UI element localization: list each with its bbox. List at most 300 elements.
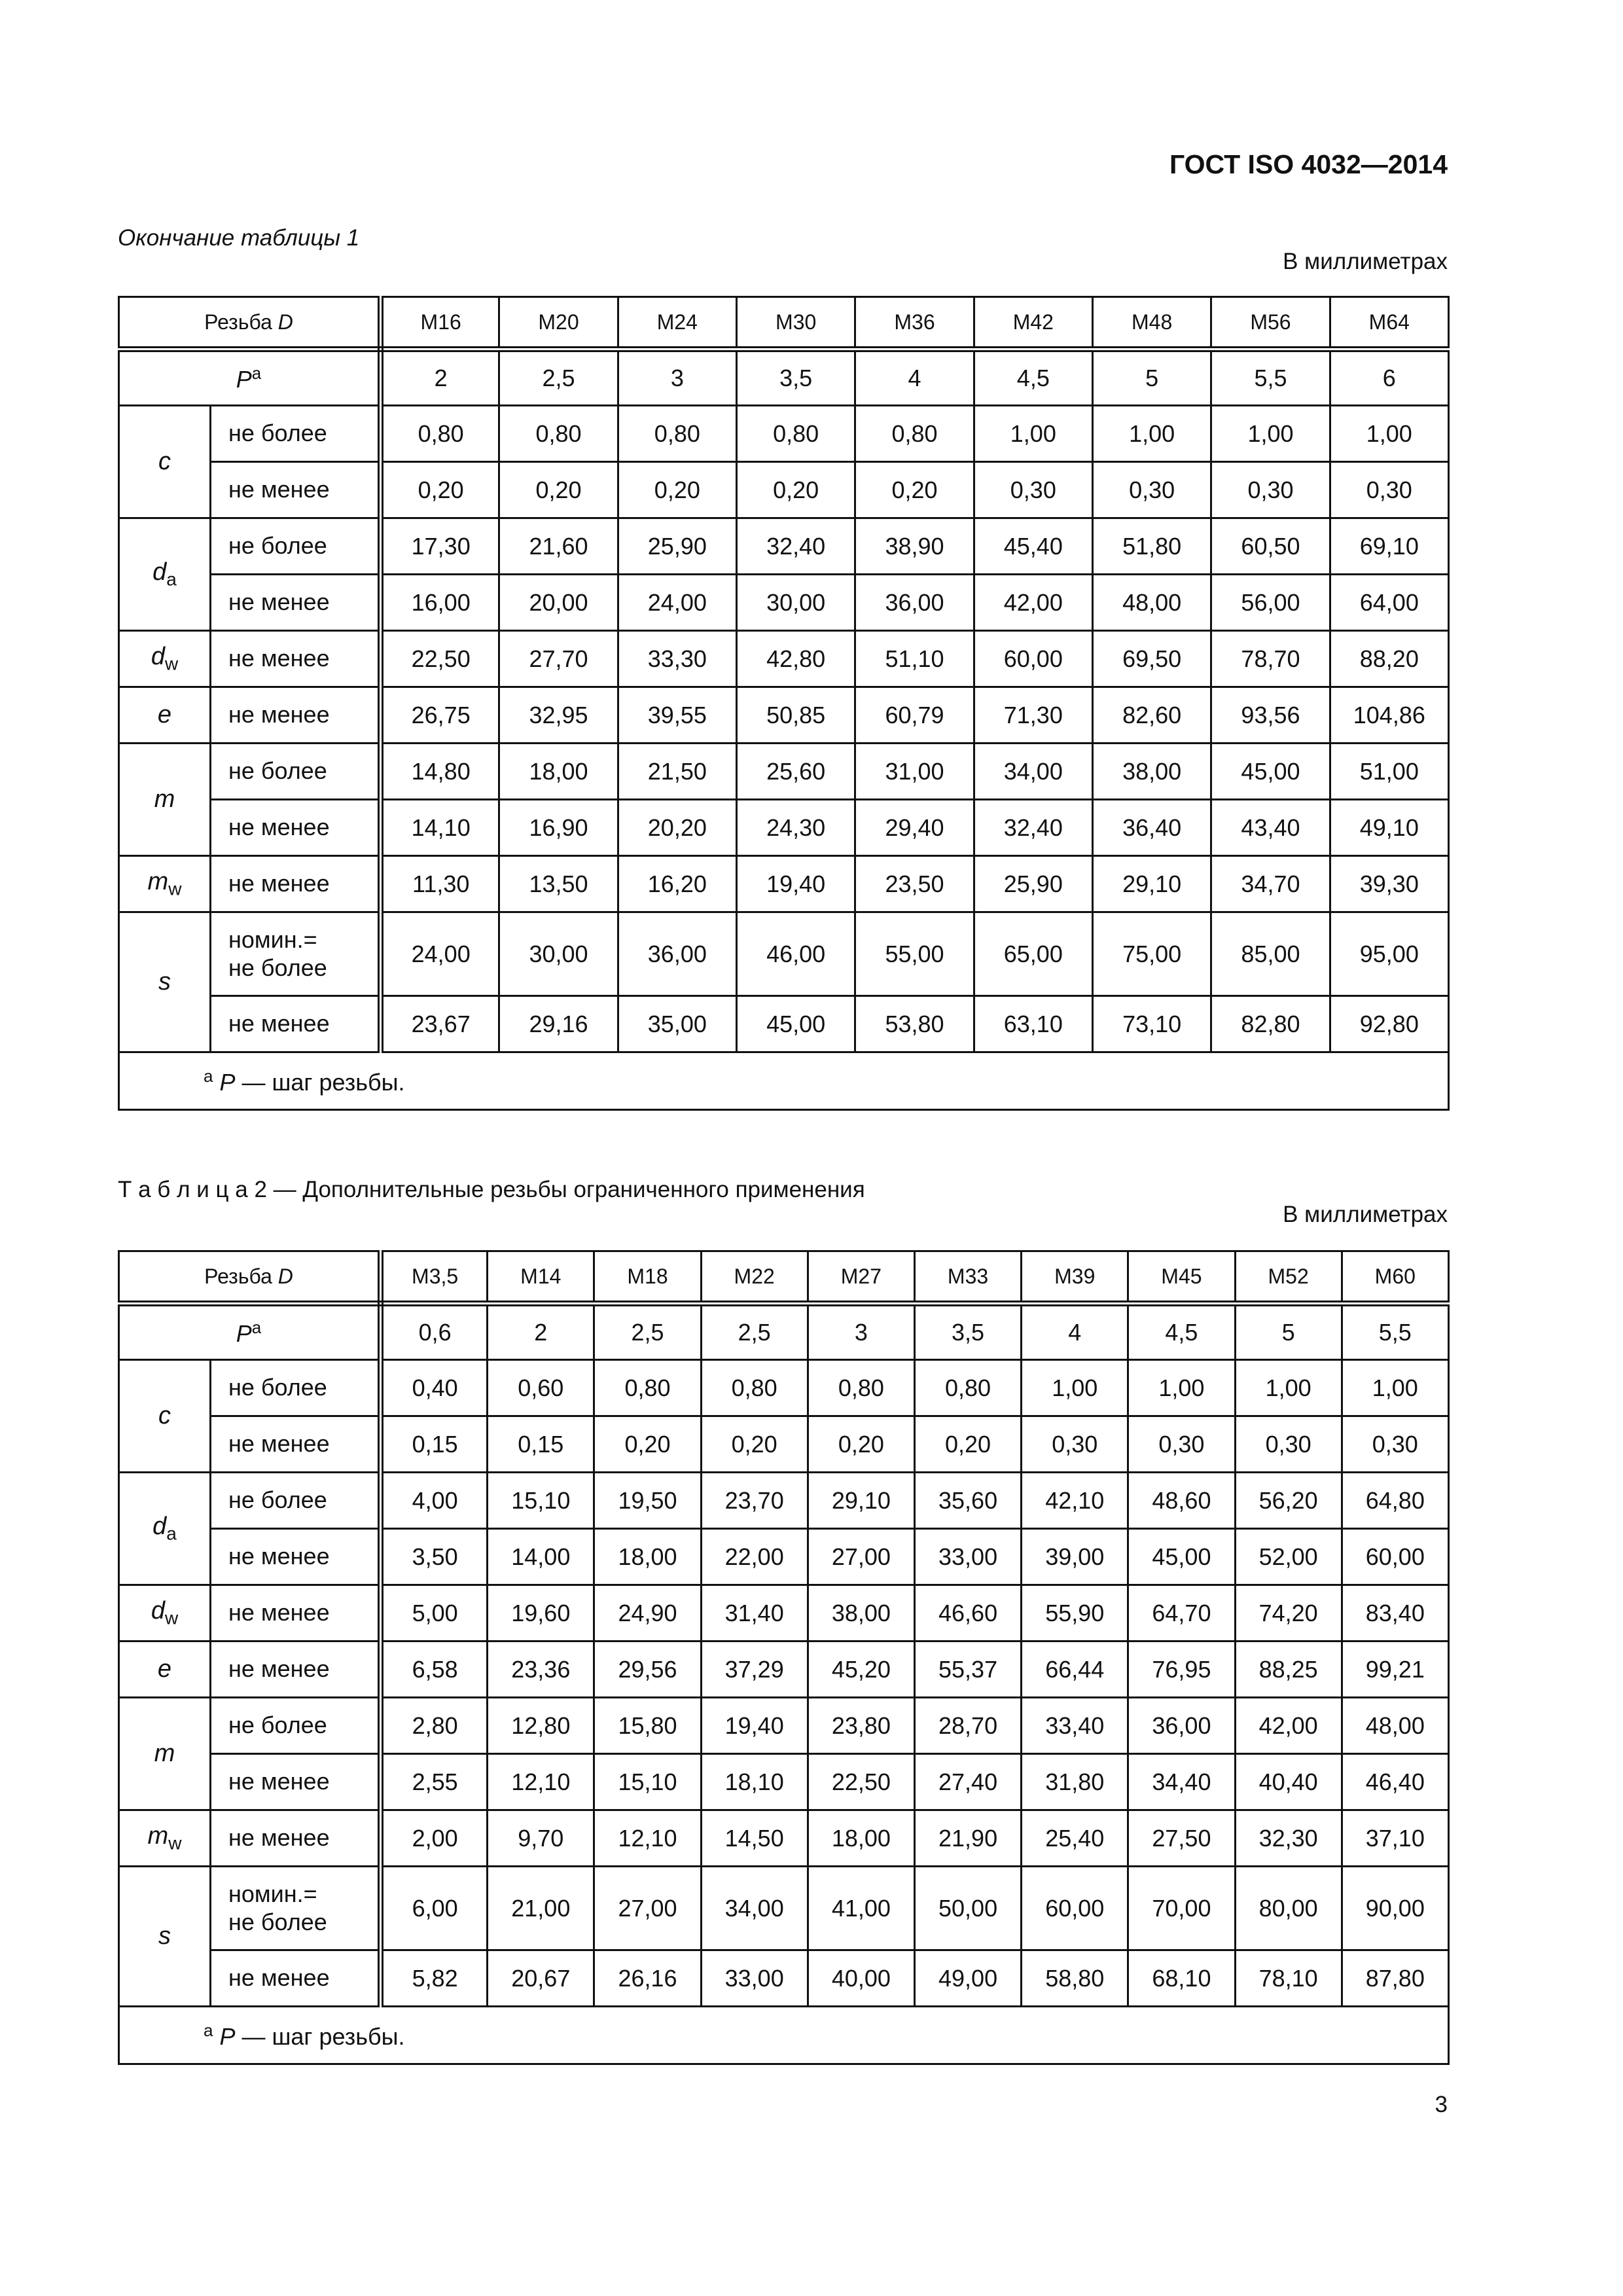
thread-size: M3,5 [381, 1251, 488, 1304]
thread-header-row [119, 1251, 1449, 1304]
table-cell: 48,60 [1128, 1473, 1235, 1529]
limit-qualifier: не менее [211, 856, 381, 912]
parameter-symbol [119, 1698, 211, 1810]
table-cell: 93,56 [1211, 687, 1330, 744]
limit-qualifier: не более [211, 1698, 381, 1754]
pitch-value: 3,5 [737, 350, 855, 406]
table-cell: 1,00 [1342, 1360, 1448, 1416]
footnote-text: — шаг резьбы. [235, 2022, 405, 2050]
limit-qualifier: не менее [211, 631, 381, 687]
symbol-letter: d [151, 1597, 165, 1625]
table-cell: 37,10 [1342, 1810, 1448, 1867]
pitch-value: 4,5 [1128, 1304, 1235, 1360]
limit-qualifier: не более [211, 744, 381, 800]
table-cell: 33,00 [914, 1529, 1021, 1585]
table-cell: 1,00 [974, 406, 1092, 462]
table-cell: 0,20 [855, 462, 974, 518]
symbol-letter: s [158, 968, 171, 996]
table-cell: 15,10 [488, 1473, 594, 1529]
table-cell: 46,40 [1342, 1754, 1448, 1810]
table-cell: 29,16 [499, 996, 618, 1052]
limit-qualifier: не менее [211, 1641, 381, 1698]
table-cell: 36,00 [1128, 1698, 1235, 1754]
symbol-letter: c [158, 448, 171, 475]
limit-qualifier: номин.= не более [211, 912, 381, 996]
table-cell: 46,60 [914, 1585, 1021, 1641]
table-cell: 0,80 [737, 406, 855, 462]
table-cell: 1,00 [1330, 406, 1448, 462]
table-cell: 104,86 [1330, 687, 1448, 744]
pitch-value: 2,5 [701, 1304, 808, 1360]
table-cell: 88,25 [1235, 1641, 1342, 1698]
table2-units: В миллиметрах [1283, 1202, 1448, 1227]
pitch-row [119, 350, 1449, 406]
table-cell: 0,30 [1330, 462, 1448, 518]
table1-caption: Окончание таблицы 1 [118, 225, 360, 251]
table-cell: 21,00 [488, 1867, 594, 1950]
symbol-subscript: a [166, 1523, 177, 1544]
table-cell: 29,56 [594, 1641, 701, 1698]
table-cell: 0,30 [1211, 462, 1330, 518]
table-row [119, 687, 1449, 744]
table-cell: 42,80 [737, 631, 855, 687]
table-cell: 32,40 [974, 800, 1092, 856]
table-cell: 24,00 [618, 575, 736, 631]
limit-qualifier: не менее [211, 1810, 381, 1867]
table-cell: 33,40 [1022, 1698, 1128, 1754]
thread-size: M42 [974, 297, 1092, 350]
limit-qualifier: не более [211, 1473, 381, 1529]
parameter-symbol [119, 631, 211, 687]
table-row [119, 996, 1449, 1052]
pitch-value: 3 [618, 350, 736, 406]
table-cell: 53,80 [855, 996, 974, 1052]
table-cell: 32,30 [1235, 1810, 1342, 1867]
table2-caption: Т а б л и ц а 2 — Дополнительные резьбы ограниченного применения [118, 1177, 865, 1202]
pitch-symbol: P [236, 366, 252, 393]
limit-qualifier: номин.= не более [211, 1867, 381, 1950]
limit-qualifier: не менее [211, 996, 381, 1052]
thread-size: M60 [1342, 1251, 1448, 1304]
table-cell: 0,20 [808, 1416, 914, 1473]
table-row [119, 1529, 1449, 1585]
table-cell: 75,00 [1092, 912, 1211, 996]
thread-size: M16 [381, 297, 499, 350]
table-cell: 70,00 [1128, 1867, 1235, 1950]
table-row [119, 800, 1449, 856]
table-cell: 15,80 [594, 1698, 701, 1754]
footnote-row [119, 2007, 1449, 2064]
table-cell: 60,00 [1022, 1867, 1128, 1950]
pitch-value: 0,6 [381, 1304, 488, 1360]
table-cell: 60,79 [855, 687, 974, 744]
page-number: 3 [1435, 2092, 1448, 2117]
table-cell: 20,67 [488, 1950, 594, 2007]
table-cell: 0,30 [1128, 1416, 1235, 1473]
document-id: ГОСТ ISO 4032—2014 [1169, 149, 1448, 179]
pitch-value: 2,5 [594, 1304, 701, 1360]
thread-size: M14 [488, 1251, 594, 1304]
table-cell: 0,80 [701, 1360, 808, 1416]
table-row [119, 856, 1449, 912]
table-cell: 51,80 [1092, 518, 1211, 575]
table-cell: 0,30 [1342, 1416, 1448, 1473]
pitch-label [119, 350, 381, 406]
table-cell: 1,00 [1235, 1360, 1342, 1416]
table-cell: 18,00 [808, 1810, 914, 1867]
thread-size: M48 [1092, 297, 1211, 350]
table-cell: 31,80 [1022, 1754, 1128, 1810]
table-cell: 41,00 [808, 1867, 914, 1950]
pitch-footnote-mark: a [251, 1318, 262, 1337]
table-cell: 52,00 [1235, 1529, 1342, 1585]
table-cell: 18,00 [499, 744, 618, 800]
table-cell: 0,20 [618, 462, 736, 518]
table-cell: 19,60 [488, 1585, 594, 1641]
table-cell: 0,20 [594, 1416, 701, 1473]
table-cell: 45,00 [1128, 1529, 1235, 1585]
thread-size: M45 [1128, 1251, 1235, 1304]
table-cell: 33,00 [701, 1950, 808, 2007]
limit-qualifier: не более [211, 406, 381, 462]
table-cell: 9,70 [488, 1810, 594, 1867]
table-cell: 68,10 [1128, 1950, 1235, 2007]
table-cell: 39,30 [1330, 856, 1448, 912]
table-cell: 0,30 [1092, 462, 1211, 518]
table-cell: 23,80 [808, 1698, 914, 1754]
table-row [119, 1641, 1449, 1698]
thread-size: M27 [808, 1251, 914, 1304]
table-cell: 64,70 [1128, 1585, 1235, 1641]
table-cell: 26,75 [381, 687, 499, 744]
table1-units: В миллиметрах [1283, 249, 1448, 274]
table-cell: 6,00 [381, 1867, 488, 1950]
table-cell: 39,55 [618, 687, 736, 744]
table-cell: 19,50 [594, 1473, 701, 1529]
table-cell: 27,50 [1128, 1810, 1235, 1867]
table-cell: 21,90 [914, 1810, 1021, 1867]
thread-size: M56 [1211, 297, 1330, 350]
symbol-letter: d [151, 643, 165, 671]
parameter-symbol [119, 1473, 211, 1585]
thread-header-label [119, 297, 381, 350]
table-cell: 37,29 [701, 1641, 808, 1698]
table-cell: 65,00 [974, 912, 1092, 996]
table-cell: 14,80 [381, 744, 499, 800]
table-cell: 0,20 [737, 462, 855, 518]
table-cell: 31,00 [855, 744, 974, 800]
table-row [119, 912, 1449, 996]
table-cell: 5,82 [381, 1950, 488, 2007]
table-cell: 0,15 [488, 1416, 594, 1473]
table-cell: 99,21 [1342, 1641, 1448, 1698]
table-cell: 36,00 [855, 575, 974, 631]
limit-qualifier: не менее [211, 1416, 381, 1473]
table-cell: 82,60 [1092, 687, 1211, 744]
table-cell: 55,90 [1022, 1585, 1128, 1641]
table-cell: 0,30 [1235, 1416, 1342, 1473]
table-row [119, 1360, 1449, 1416]
pitch-value: 2 [381, 350, 499, 406]
table-cell: 11,30 [381, 856, 499, 912]
table-cell: 23,70 [701, 1473, 808, 1529]
table-cell: 36,00 [618, 912, 736, 996]
thread-size: M52 [1235, 1251, 1342, 1304]
table-cell: 20,20 [618, 800, 736, 856]
table-cell: 60,50 [1211, 518, 1330, 575]
symbol-letter: m [154, 785, 175, 813]
table-cell: 22,50 [808, 1754, 914, 1810]
pitch-label [119, 1304, 381, 1360]
thread-size: M20 [499, 297, 618, 350]
limit-qualifier: не менее [211, 800, 381, 856]
table-cell: 45,00 [737, 996, 855, 1052]
parameter-symbol [119, 856, 211, 912]
table-cell: 90,00 [1342, 1867, 1448, 1950]
table-cell: 55,00 [855, 912, 974, 996]
table-cell: 14,00 [488, 1529, 594, 1585]
table-cell: 14,10 [381, 800, 499, 856]
table-cell: 19,40 [701, 1698, 808, 1754]
table-cell: 19,40 [737, 856, 855, 912]
symbol-letter: e [157, 701, 172, 728]
table-cell: 0,20 [499, 462, 618, 518]
table-cell: 46,00 [737, 912, 855, 996]
symbol-letter: m [147, 868, 169, 896]
limit-qualifier: не менее [211, 1950, 381, 2007]
table-cell: 76,95 [1128, 1641, 1235, 1698]
table-cell: 0,60 [488, 1360, 594, 1416]
footnote-symbol: P [219, 2022, 236, 2050]
pitch-value: 4 [1022, 1304, 1128, 1360]
table-cell: 0,80 [499, 406, 618, 462]
table-cell: 1,00 [1022, 1360, 1128, 1416]
table-cell: 16,90 [499, 800, 618, 856]
table-cell: 42,00 [1235, 1698, 1342, 1754]
table-cell: 55,37 [914, 1641, 1021, 1698]
table-cell: 23,67 [381, 996, 499, 1052]
table-cell: 25,60 [737, 744, 855, 800]
table-cell: 22,00 [701, 1529, 808, 1585]
symbol-letter: c [158, 1402, 171, 1429]
table-cell: 45,00 [1211, 744, 1330, 800]
table-cell: 32,40 [737, 518, 855, 575]
table-cell: 0,80 [808, 1360, 914, 1416]
table-cell: 49,10 [1330, 800, 1448, 856]
thread-size: M24 [618, 297, 736, 350]
thread-size: M39 [1022, 1251, 1128, 1304]
table-cell: 2,55 [381, 1754, 488, 1810]
table-cell: 18,00 [594, 1529, 701, 1585]
table-row [119, 1867, 1449, 1950]
table-cell: 69,50 [1092, 631, 1211, 687]
limit-qualifier: не менее [211, 462, 381, 518]
table-cell: 34,70 [1211, 856, 1330, 912]
thread-size: M30 [737, 297, 855, 350]
table-cell: 34,00 [974, 744, 1092, 800]
table-cell: 15,10 [594, 1754, 701, 1810]
table-cell: 3,50 [381, 1529, 488, 1585]
table-cell: 85,00 [1211, 912, 1330, 996]
symbol-letter: d [152, 1513, 167, 1541]
table-cell: 23,36 [488, 1641, 594, 1698]
table-cell: 0,20 [701, 1416, 808, 1473]
thread-symbol: D [277, 310, 293, 334]
table-row [119, 1754, 1449, 1810]
table-cell: 38,00 [808, 1585, 914, 1641]
thread-size: M36 [855, 297, 974, 350]
table-cell: 48,00 [1092, 575, 1211, 631]
table-cell: 43,40 [1211, 800, 1330, 856]
table-cell: 24,90 [594, 1585, 701, 1641]
table-cell: 30,00 [737, 575, 855, 631]
footnote-mark: a [204, 1066, 213, 1086]
table-cell: 0,80 [914, 1360, 1021, 1416]
table-cell: 40,00 [808, 1950, 914, 2007]
table-cell: 31,40 [701, 1585, 808, 1641]
table-cell: 1,00 [1128, 1360, 1235, 1416]
thread-size: M22 [701, 1251, 808, 1304]
table-cell: 38,90 [855, 518, 974, 575]
table-row [119, 1810, 1449, 1867]
table-cell: 25,40 [1022, 1810, 1128, 1867]
table-cell: 35,00 [618, 996, 736, 1052]
pitch-value: 4 [855, 350, 974, 406]
table-cell: 73,10 [1092, 996, 1211, 1052]
table-cell: 0,30 [1022, 1416, 1128, 1473]
symbol-subscript: w [164, 1607, 179, 1628]
table-cell: 26,16 [594, 1950, 701, 2007]
table-cell: 63,10 [974, 996, 1092, 1052]
symbol-letter: m [154, 1740, 175, 1767]
pitch-value: 3,5 [914, 1304, 1021, 1360]
table-cell: 64,00 [1330, 575, 1448, 631]
footnote-symbol: P [219, 1068, 236, 1096]
table-cell: 12,80 [488, 1698, 594, 1754]
table-cell: 27,70 [499, 631, 618, 687]
pitch-value: 5 [1235, 1304, 1342, 1360]
table-cell: 56,00 [1211, 575, 1330, 631]
table-cell: 25,90 [618, 518, 736, 575]
table-cell: 35,60 [914, 1473, 1021, 1529]
table-cell: 0,80 [594, 1360, 701, 1416]
table-cell: 66,44 [1022, 1641, 1128, 1698]
footnote [119, 2007, 1449, 2064]
pitch-value: 3 [808, 1304, 914, 1360]
table-cell: 49,00 [914, 1950, 1021, 2007]
parameter-symbol [119, 687, 211, 744]
footnote-row [119, 1052, 1449, 1110]
thread-size: M18 [594, 1251, 701, 1304]
footnote-mark: a [204, 2020, 213, 2040]
symbol-letter: m [147, 1822, 169, 1850]
table-row [119, 744, 1449, 800]
table-cell: 0,80 [855, 406, 974, 462]
table-cell: 14,50 [701, 1810, 808, 1867]
table-cell: 20,00 [499, 575, 618, 631]
table-cell: 82,80 [1211, 996, 1330, 1052]
table-cell: 40,40 [1235, 1754, 1342, 1810]
table-cell: 87,80 [1342, 1950, 1448, 2007]
table-cell: 16,00 [381, 575, 499, 631]
table-cell: 21,60 [499, 518, 618, 575]
table-cell: 0,40 [381, 1360, 488, 1416]
thread-size: M64 [1330, 297, 1448, 350]
parameter-symbol [119, 1360, 211, 1473]
parameter-symbol [119, 406, 211, 518]
table-cell: 22,50 [381, 631, 499, 687]
limit-qualifier: не менее [211, 575, 381, 631]
table-cell: 60,00 [974, 631, 1092, 687]
table-cell: 42,10 [1022, 1473, 1128, 1529]
pitch-value: 5,5 [1342, 1304, 1448, 1360]
limit-qualifier: не менее [211, 687, 381, 744]
limit-qualifier: не более [211, 1360, 381, 1416]
table-cell: 27,40 [914, 1754, 1021, 1810]
parameter-symbol [119, 518, 211, 631]
limit-qualifier: не менее [211, 1754, 381, 1810]
thread-header-label [119, 1251, 381, 1304]
table-cell: 51,10 [855, 631, 974, 687]
symbol-letter: s [158, 1922, 171, 1950]
table-cell: 78,10 [1235, 1950, 1342, 2007]
table-cell: 29,40 [855, 800, 974, 856]
table-row [119, 462, 1449, 518]
table-cell: 39,00 [1022, 1529, 1128, 1585]
table-cell: 74,20 [1235, 1585, 1342, 1641]
table-cell: 21,50 [618, 744, 736, 800]
table-cell: 28,70 [914, 1698, 1021, 1754]
table-cell: 4,00 [381, 1473, 488, 1529]
symbol-letter: e [157, 1655, 172, 1683]
table-cell: 83,40 [1342, 1585, 1448, 1641]
symbol-subscript: w [168, 878, 182, 899]
table-cell: 25,90 [974, 856, 1092, 912]
table-cell: 48,00 [1342, 1698, 1448, 1754]
table2 [118, 1250, 1450, 2065]
table-row [119, 575, 1449, 631]
table-cell: 58,80 [1022, 1950, 1128, 2007]
table-cell: 38,00 [1092, 744, 1211, 800]
table-cell: 42,00 [974, 575, 1092, 631]
table-cell: 80,00 [1235, 1867, 1342, 1950]
limit-qualifier: не более [211, 518, 381, 575]
table-cell: 50,85 [737, 687, 855, 744]
table-row [119, 406, 1449, 462]
footnote-text: — шаг резьбы. [235, 1068, 405, 1096]
table-cell: 56,20 [1235, 1473, 1342, 1529]
table-cell: 24,30 [737, 800, 855, 856]
table-cell: 0,15 [381, 1416, 488, 1473]
table1 [118, 296, 1450, 1111]
pitch-footnote-mark: a [251, 363, 262, 383]
footnote [119, 1052, 1449, 1110]
table-row [119, 518, 1449, 575]
table-cell: 45,20 [808, 1641, 914, 1698]
table-cell: 12,10 [488, 1754, 594, 1810]
table-cell: 16,20 [618, 856, 736, 912]
table-row [119, 631, 1449, 687]
table-cell: 0,20 [914, 1416, 1021, 1473]
thread-label: Резьба [204, 1264, 272, 1288]
table-cell: 0,80 [618, 406, 736, 462]
pitch-value: 4,5 [974, 350, 1092, 406]
table-cell: 60,00 [1342, 1529, 1448, 1585]
table-cell: 92,80 [1330, 996, 1448, 1052]
table-cell: 23,50 [855, 856, 974, 912]
symbol-subscript: a [166, 569, 177, 590]
table-cell: 78,70 [1211, 631, 1330, 687]
